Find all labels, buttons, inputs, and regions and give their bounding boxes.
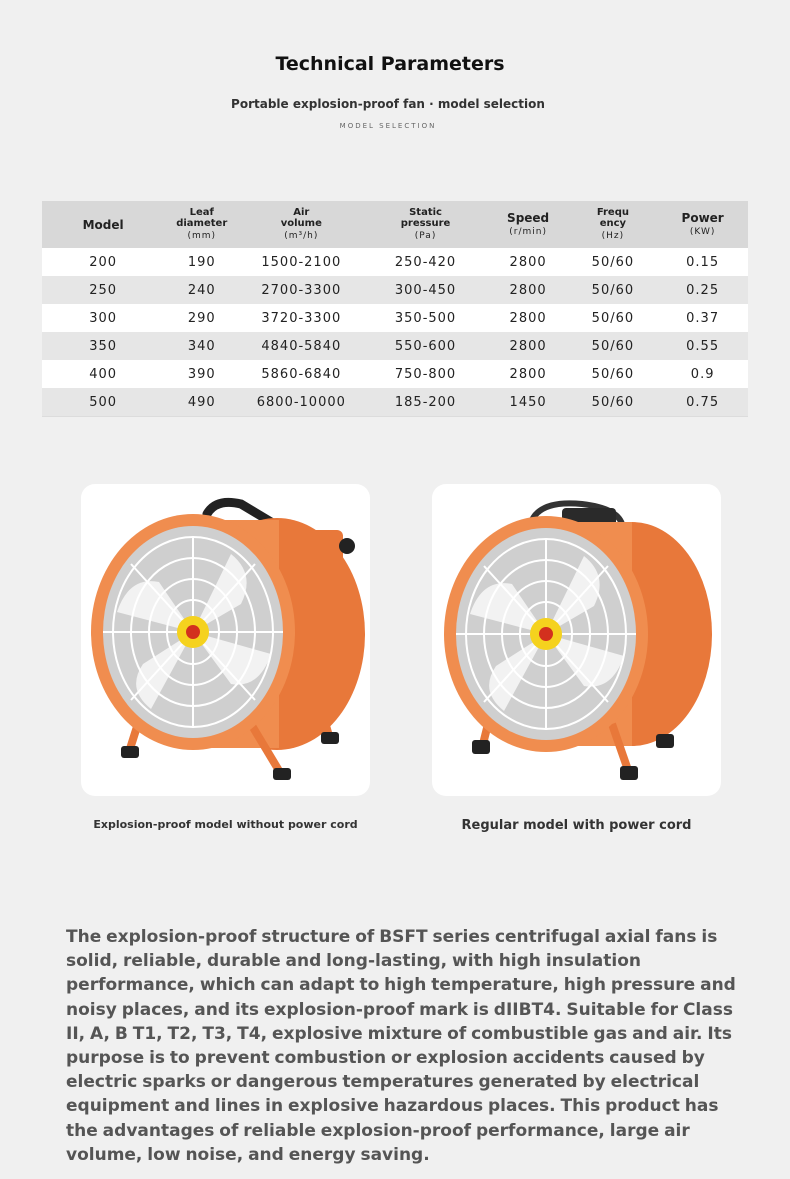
cell-frequency: 50/60 bbox=[591, 338, 635, 354]
cell-speed: 2800 bbox=[509, 310, 547, 326]
cell-model: 500 bbox=[89, 394, 118, 410]
cell-speed: 1450 bbox=[509, 394, 547, 410]
cell-leaf-diameter: 290 bbox=[187, 310, 216, 326]
product-description: The explosion-proof structure of BSFT series centrifugal axial fans is solid, reliable, durable and long-lasting, with high insulation performance, which can adapt to high temperature, high pressure and noisy places, and its explosion-proof mark is dIIBT4. Suitable for Class II, A, B T1, T2, T3, T4, explosive mixture of combustible gas and air. Its purpose is to prevent combustion or explosion accidents caused by electric sparks or dangerous temperatures generated by electrical equipment and lines in explosive hazardous places. This product has the advantages of reliable explosion-proof performance, large air volume, low noise, and energy saving. bbox=[66, 927, 736, 1165]
product-caption-regular: Regular model with power cord bbox=[461, 818, 692, 833]
cell-frequency: 50/60 bbox=[591, 282, 635, 298]
cell-model: 350 bbox=[89, 338, 118, 354]
cell-frequency: 50/60 bbox=[591, 394, 635, 410]
cell-power: 0.15 bbox=[686, 254, 720, 270]
table-row bbox=[42, 276, 748, 304]
cell-power: 0.37 bbox=[686, 310, 720, 326]
product-image-explosion-proof bbox=[81, 484, 370, 796]
cell-leaf-diameter: 340 bbox=[187, 338, 216, 354]
page-subtitle: Portable explosion-proof fan · model selection bbox=[231, 97, 545, 111]
cell-speed: 2800 bbox=[509, 338, 547, 354]
column-header-model: Model bbox=[82, 217, 124, 232]
table-row bbox=[42, 388, 748, 416]
column-header-static-pressure: Static pressure (Pa) bbox=[400, 207, 451, 241]
table-row bbox=[42, 248, 748, 276]
column-header-power: Power (KW) bbox=[681, 211, 724, 237]
cell-leaf-diameter: 240 bbox=[187, 282, 216, 298]
cell-static-pressure: 550-600 bbox=[394, 338, 457, 354]
section-label: MODEL SELECTION bbox=[339, 122, 437, 130]
cell-static-pressure: 185-200 bbox=[394, 394, 457, 410]
cell-power: 0.25 bbox=[686, 282, 720, 298]
cell-frequency: 50/60 bbox=[591, 254, 635, 270]
table-header-row bbox=[42, 201, 748, 248]
cell-model: 200 bbox=[89, 254, 118, 270]
table-body bbox=[42, 248, 748, 416]
cell-leaf-diameter: 390 bbox=[187, 366, 216, 382]
cell-static-pressure: 350-500 bbox=[394, 310, 457, 326]
cell-model: 400 bbox=[89, 366, 118, 382]
cell-static-pressure: 300-450 bbox=[394, 282, 457, 298]
table-row bbox=[42, 304, 748, 332]
cell-leaf-diameter: 490 bbox=[187, 394, 216, 410]
cell-air-volume: 2700-3300 bbox=[261, 282, 342, 298]
cell-power: 0.55 bbox=[686, 338, 720, 354]
cell-power: 0.75 bbox=[686, 394, 720, 410]
cell-air-volume: 4840-5840 bbox=[261, 338, 342, 354]
cell-leaf-diameter: 190 bbox=[187, 254, 216, 270]
product-caption-explosion-proof: Explosion-proof model without power cord bbox=[93, 818, 358, 831]
cell-static-pressure: 250-420 bbox=[394, 254, 457, 270]
page-title: Technical Parameters bbox=[275, 53, 505, 75]
column-header-frequency: Frequ ency (Hz) bbox=[596, 207, 629, 241]
cell-speed: 2800 bbox=[509, 366, 547, 382]
cell-air-volume: 1500-2100 bbox=[261, 254, 342, 270]
cell-frequency: 50/60 bbox=[591, 366, 635, 382]
cell-air-volume: 5860-6840 bbox=[261, 366, 342, 382]
cell-static-pressure: 750-800 bbox=[394, 366, 457, 382]
column-header-air-volume: Air volume (m³/h) bbox=[280, 207, 322, 241]
spec-table bbox=[42, 201, 748, 417]
fan-image bbox=[432, 484, 721, 796]
cell-frequency: 50/60 bbox=[591, 310, 635, 326]
cell-model: 250 bbox=[89, 282, 118, 298]
cell-speed: 2800 bbox=[509, 254, 547, 270]
cell-power: 0.9 bbox=[690, 366, 715, 382]
product-image-regular bbox=[432, 484, 721, 796]
cell-speed: 2800 bbox=[509, 282, 547, 298]
fan-image bbox=[81, 484, 370, 796]
cell-air-volume: 3720-3300 bbox=[261, 310, 342, 326]
table-row bbox=[42, 332, 748, 360]
cell-model: 300 bbox=[89, 310, 118, 326]
table-row bbox=[42, 360, 748, 388]
column-header-speed: Speed (r/min) bbox=[507, 211, 550, 237]
cell-air-volume: 6800-10000 bbox=[256, 394, 346, 410]
column-header-leaf-diameter: Leaf diameter (mm) bbox=[176, 207, 228, 241]
